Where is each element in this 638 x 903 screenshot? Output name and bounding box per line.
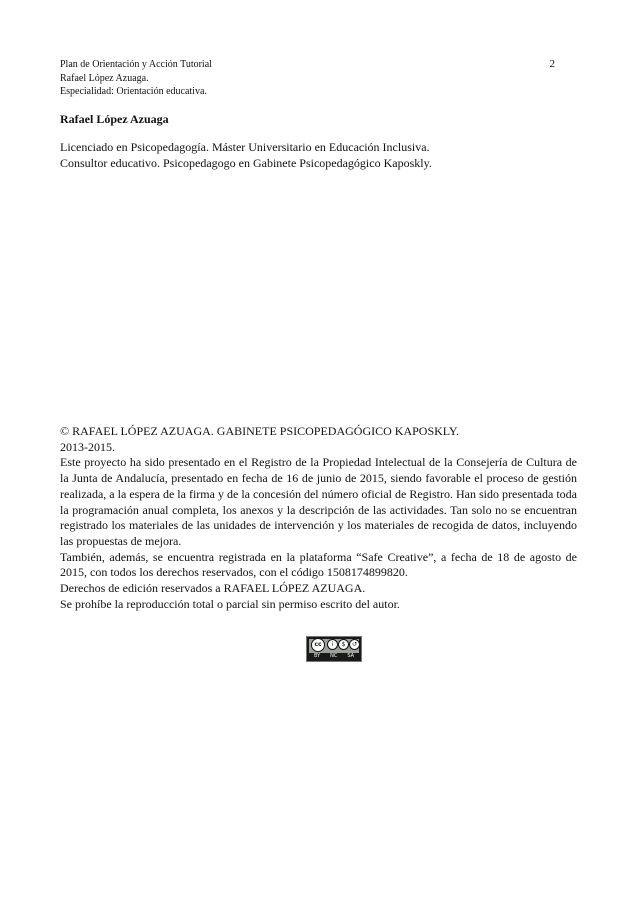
header-document-title: Plan de Orientación y Acción Tutorial: [60, 59, 212, 70]
bio-line: Consultor educativo. Psicopedagogo en Gabinete Psicopedagógico Kaposkly.: [60, 155, 432, 170]
registry-paragraph: Este proyecto ha sido presentado en el Registro de la Propiedad Intelectual de la Consejería de Cultura de la Junta de Andalucía, presentado en fecha de 16 de junio de 2015, siendo favorable el proceso de gestión realizada, a la espera de la firma y de la concesión del número oficial de Registro. Han sido presentada toda la programación anual completa, los anexos y la descripción de las actividades. Tan solo no se encuentran registrado los materiales de las unidades de intervención y los materiales de recogida de datos, incluyendo las propuestas de mejora.: [60, 455, 577, 548]
author-name: Rafael López Azuaga: [60, 111, 169, 126]
share-alike-icon: ↺: [349, 639, 360, 650]
cc-label-nc: NC: [330, 653, 338, 659]
bio-line: Licenciado en Psicopedagogía. Máster Universitario en Educación Inclusiva.: [60, 139, 430, 154]
safe-creative-paragraph: También, además, se encuentra registrada en la plataforma “Safe Creative”, a fecha de 18 de agosto de 2015, con todos los derechos reservados, con el código 1508174899820.: [60, 549, 577, 580]
author-bio: [60, 139, 577, 171]
page-number: 2: [549, 58, 555, 70]
header-author: Rafael López Azuaga.: [60, 72, 149, 84]
copyright-years: 2013-2015.: [60, 439, 115, 454]
page-header: [60, 58, 577, 99]
copyright-section: [60, 424, 577, 612]
rights-notice: Derechos de edición reservados a RAFAEL LÓPEZ AZUAGA.: [60, 581, 366, 596]
creative-commons-by-nc-sa-icon: [306, 636, 362, 662]
cc-label-sa: SA: [347, 653, 355, 659]
attribution-icon: i: [327, 639, 338, 650]
copyright-title: © RAFAEL LÓPEZ AZUAGA. GABINETE PSICOPEDAGÓGICO KAPOSKLY.: [60, 424, 460, 438]
cc-labels: [309, 652, 359, 660]
document-page: [60, 58, 577, 659]
cc-icon: cc: [311, 638, 325, 652]
header-specialty: Especialidad: Orientación educativa.: [60, 86, 207, 97]
cc-label-by: BY: [313, 653, 321, 659]
prohibition-notice: Se prohíbe la reproducción total o parcial sin permiso escrito del autor.: [60, 596, 400, 611]
non-commercial-icon: $: [338, 639, 349, 650]
